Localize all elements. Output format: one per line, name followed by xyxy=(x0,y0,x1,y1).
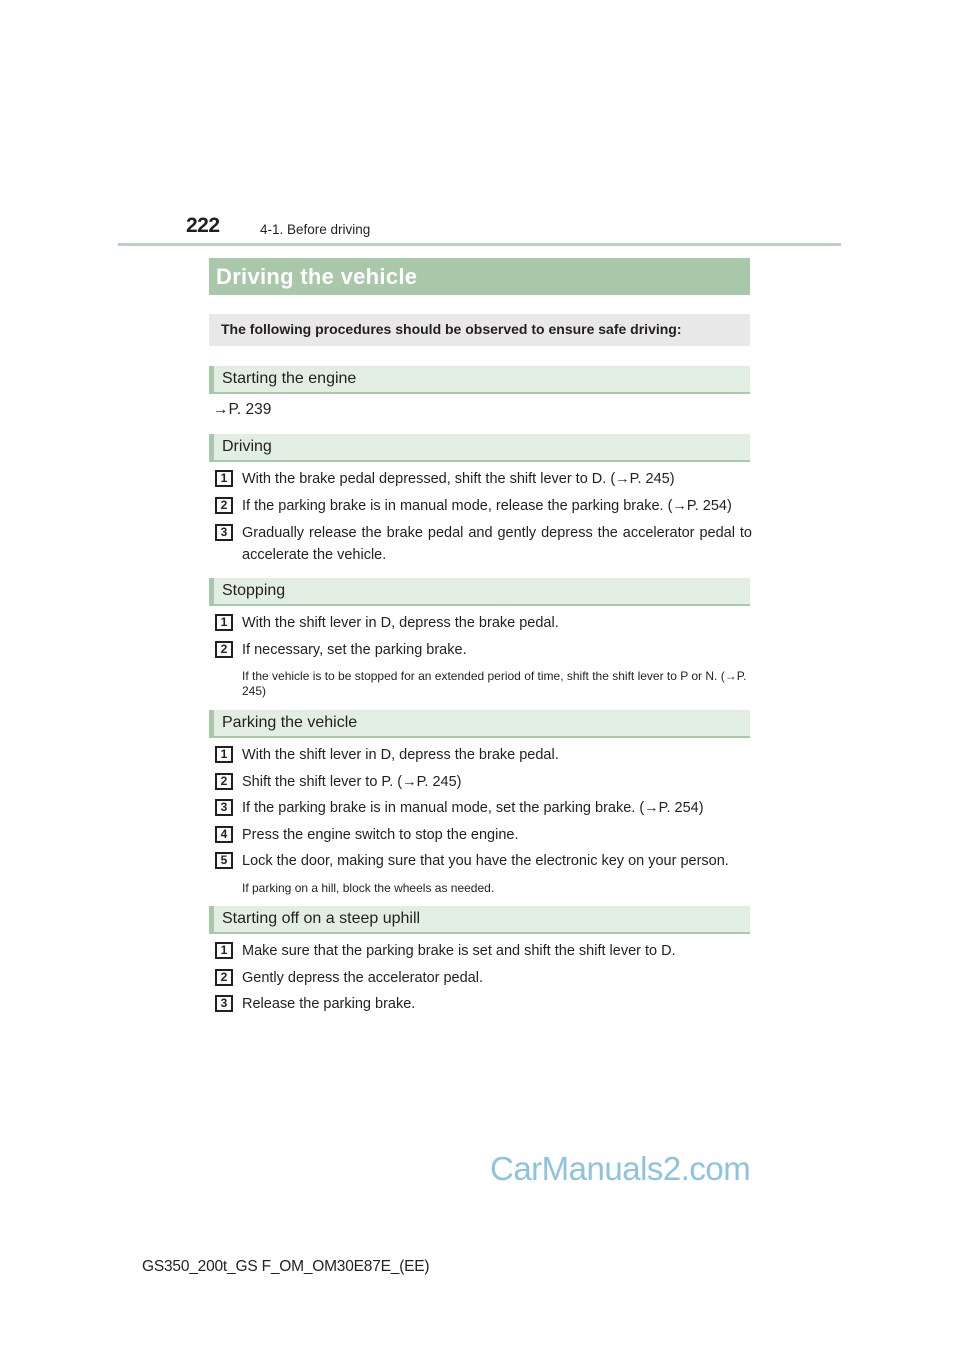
step-text: If the parking brake is in manual mode, set the parking brake. (→P. 254) xyxy=(242,800,704,816)
step-number-badge: 3 xyxy=(215,524,233,541)
heading-starting-engine: Starting the engine xyxy=(209,366,750,394)
step-number-badge: 1 xyxy=(215,470,233,487)
step-number-badge: 2 xyxy=(215,641,233,658)
document-code-footer: GS350_200t_GS F_OM_OM30E87E_(EE) xyxy=(142,1258,430,1275)
step-text: Release the parking brake. xyxy=(242,996,416,1012)
step-number-badge: 5 xyxy=(215,852,233,869)
heading-steep-uphill: Starting off on a steep uphill xyxy=(209,906,750,934)
step-text: Lock the door, making sure that you have the electronic key on your person. xyxy=(242,853,729,869)
intro-text: The following procedures should be observed to ensure safe driving: xyxy=(209,314,750,346)
step-text: With the brake pedal depressed, shift the shift lever to D. (→P. 245) xyxy=(242,471,675,487)
step-number-badge: 1 xyxy=(215,942,233,959)
page-title: Driving the vehicle xyxy=(209,258,750,295)
step-text: If the parking brake is in manual mode, release the parking brake. (→P. 254) xyxy=(242,498,732,514)
section-breadcrumb: 4-1. Before driving xyxy=(260,222,371,237)
step-text: Shift the shift lever to P. (→P. 245) xyxy=(242,774,462,790)
heading-stopping: Stopping xyxy=(209,578,750,606)
step-text: Gradually release the brake pedal and gently depress the accelerator pedal to accelerate the vehicle. xyxy=(242,525,752,563)
note-text: If the vehicle is to be stopped for an extended period of time, shift the shift lever to P or N. (→P. 245) xyxy=(242,669,747,698)
step-number-badge: 3 xyxy=(215,799,233,816)
step-number-badge: 2 xyxy=(215,969,233,986)
heading-parking: Parking the vehicle xyxy=(209,710,750,738)
header-rule xyxy=(118,243,841,246)
step-number-badge: 3 xyxy=(215,995,233,1012)
note-text: If parking on a hill, block the wheels as needed. xyxy=(242,881,495,895)
step-number-badge: 4 xyxy=(215,826,233,843)
step-number-badge: 1 xyxy=(215,746,233,763)
step-number-badge: 2 xyxy=(215,497,233,514)
step-text: Make sure that the parking brake is set and shift the shift lever to D. xyxy=(242,943,676,959)
step-text: Gently depress the accelerator pedal. xyxy=(242,970,483,986)
step-number-badge: 1 xyxy=(215,614,233,631)
step-number-badge: 2 xyxy=(215,773,233,790)
step-text: With the shift lever in D, depress the brake pedal. xyxy=(242,747,559,763)
page-number: 222 xyxy=(186,214,220,237)
heading-driving: Driving xyxy=(209,434,750,462)
step-text: If necessary, set the parking brake. xyxy=(242,642,467,658)
page-reference-link[interactable]: →P. 239 xyxy=(213,401,272,418)
step-text: With the shift lever in D, depress the brake pedal. xyxy=(242,615,559,631)
watermark-logo: CarManuals2.com xyxy=(490,1150,751,1187)
step-text: Press the engine switch to stop the engine. xyxy=(242,827,519,843)
